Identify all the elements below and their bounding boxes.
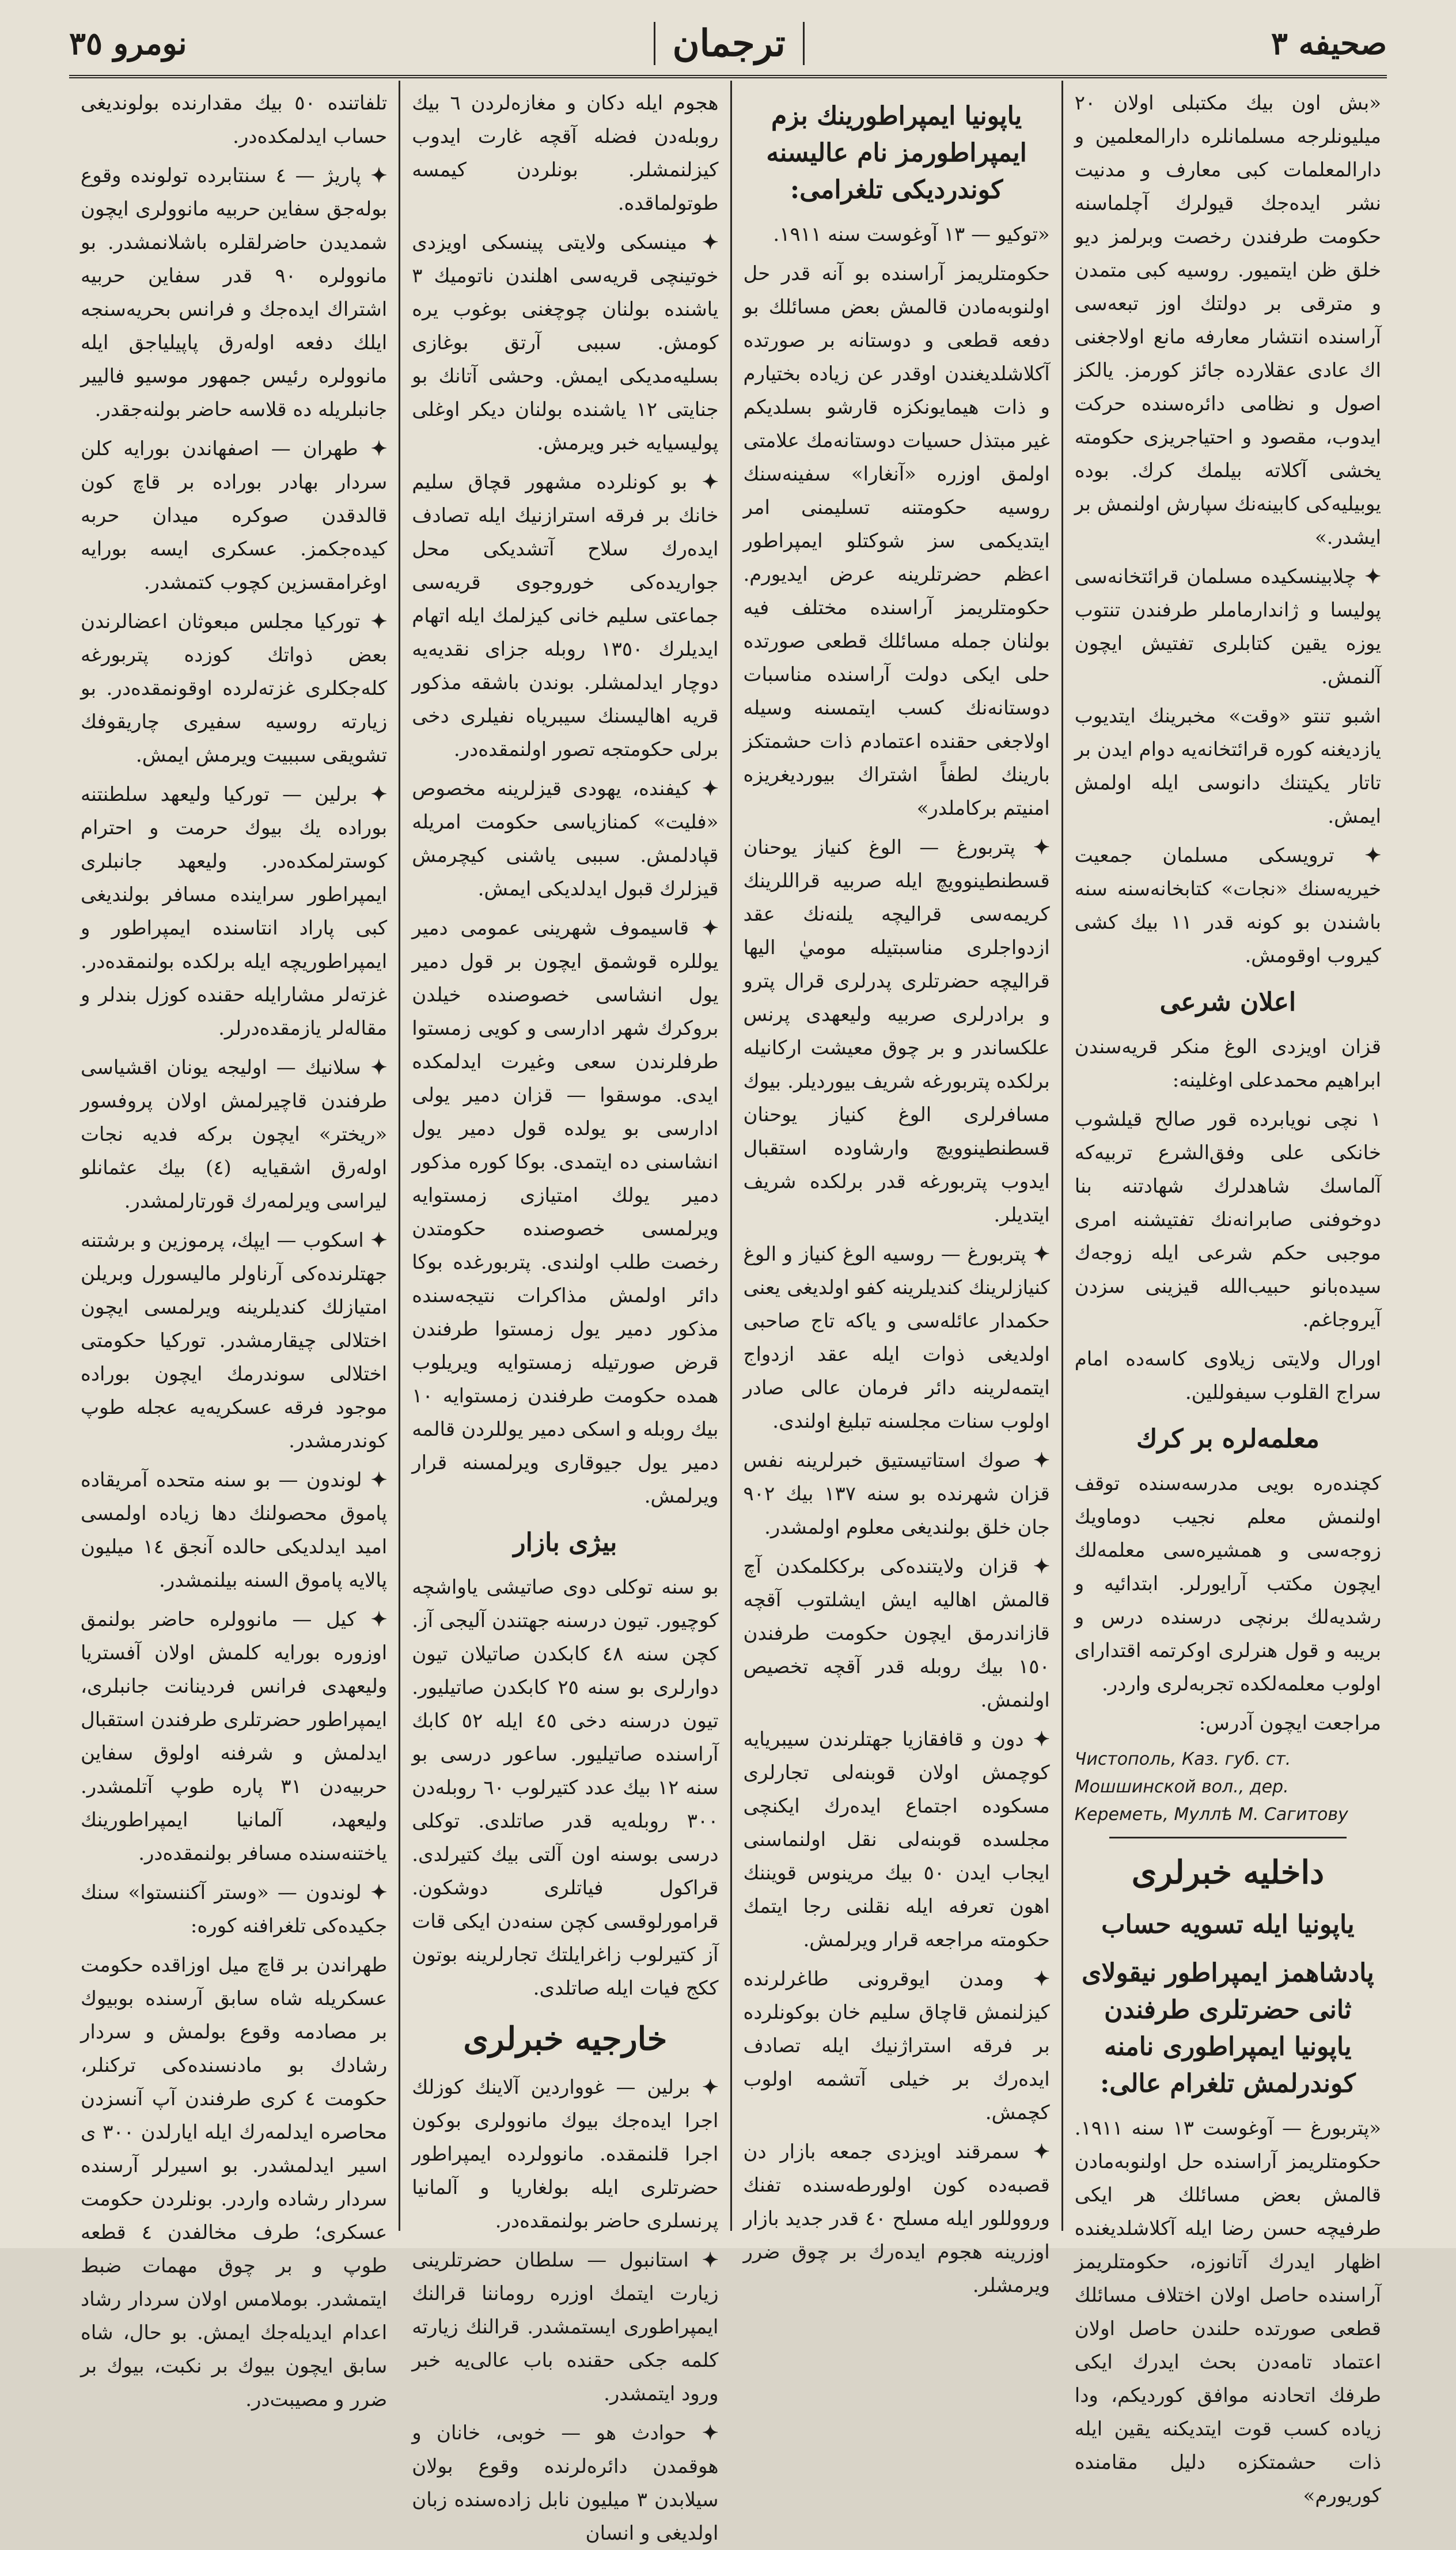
bullet-icon: ✦ bbox=[690, 777, 719, 800]
news-text: اسكوب — ايپك، پرموزين و برشتنه جهتلرنده‌كى آرناولر ماليسورل وبريلن امتيازلك كنديلرينه ويرلمسى ايچون اختلالى چيقارمشدر. توركيا حكومتى اختلالى سوندرمك ايچون بوراده موجود فرقه عسكريه‌يه عجله طوپ كوندرمشدر. bbox=[81, 1229, 388, 1452]
bullet-icon: ✦ bbox=[1003, 1968, 1050, 1991]
announcement-heading: اعلان شرعى bbox=[1159, 988, 1296, 1017]
news-item bbox=[744, 1962, 1050, 2129]
news-text: ترويسكى مسلمان جمعيت خيريه‌سنك «نجات» كتابخانه‌سنه سنه باشندن بو كونه قدر ١١ بيك كشى كيروب اوقومش. bbox=[1074, 844, 1381, 967]
news-item bbox=[412, 2416, 718, 2550]
telegram-text: حكومتلريمز آراسنده بو آنه قدر حل اولنوبه‌مادن قالمش بعض مسائلك بو دفعه قطعى و دوستانه بر صورتده آكلاشلديغندن اوقدر عن زياده بختيارم و ذات هيمايونكزه قارشو بسلديكم غير مبتذل حسيات دوستانه‌مك علامتى اولمق اوزره «آنغارا» سفينه‌سنك روسيه حكومتنه تسليمنى امر ايتديكمى سز شوكتلو ايمپراطور اعظم حضرتلرينه عرض ايديورم. حكومتلريمز آراسنده مختلف فيه بولنان جمله مسائلك قطعى صورتده حلى ايكى دولت آراسنده مناسبات دوستانه‌نك كسب ايتمسنه وسيله اولاجغى حقنده اعتمادم ذات حشمتكز بارينك لطفاً اشتراك بيورديغريزه امنيتم بركاملدر» bbox=[743, 262, 1050, 820]
news-item bbox=[81, 432, 387, 599]
news-item bbox=[744, 831, 1050, 1232]
news-text: سمرقند اويزدى جمعه بازار دن قصبه‌ده كون اولورطه‌سنده تفنك ور‌ووللور ايله مسلح ٤٠ قدر جديد بازار اوزرينه هجوم ايده‌رك بر چوق ضرر ويرمشلر. bbox=[743, 2140, 1050, 2297]
news-text: استانبول — سلطان حضرتلرينى زيارت ايتمك اوزره روماننا قرالنك ايمپراطورى ايستمشدر. قرالنك زيارته كلمه جكى حقنده باب عالى‌يه خبر ورود ايتمشدر. bbox=[412, 2249, 719, 2405]
news-text: صوك استاتيستيق خبرلرينه نفس قزان شهرنده بو سنه ١٣٧ بيك ٩٠٢ جان خلق بولنديغى معلوم اولمشدر. bbox=[743, 1449, 1050, 1539]
news-text: پتربورغ — روسيه الوغ كنياز و الوغ كنيازلرينك كنديلرينه كفو اولديغى يعنى حكمدار عائله‌سى و ياكه تاج صاحبى اولديغى ذوات ايله عقد ازدواج ايتمه‌لرينه دائر فرمان عالى صادر اولوب سنات مجلسنه تبليغ اولندى. bbox=[743, 1243, 1050, 1433]
news-item bbox=[81, 1603, 387, 1870]
news-text: پاريژ — ٤ سنتابرده تولونده وقوع بوله‌جق سفاين حربيه مانوولرى ايچون شمديدن حاضرلقلره باشلانمشدر. بو مانوولره ٩٠ قدر سفاين حربيه اشتراك ايده‌جك و فرانس بحريه‌سنجه ايلك دفعه اوله‌رق پاپيلياجق ايله مانوولره رئيس جمهور موسيو فاليير جانبلريله ده قلاسه حاضر بولنه‌جقدر. bbox=[81, 164, 388, 421]
column-1 bbox=[1063, 81, 1393, 2507]
bullet-icon: ✦ bbox=[1021, 1449, 1050, 1472]
bullet-icon: ✦ bbox=[358, 437, 388, 460]
news-text: حوادث هو — خوبى، خانان و هوقمدن دائره‌لرنده وقوع بولان سيلابدن ٣ ميليون نابل زاده‌سنده زبان اولديغى و انسان bbox=[412, 2422, 719, 2545]
address-text: Чистополь, Каз. губ. ст. Мошшинской вол., дер. Кереметь, Муллѣ М. Сагитову bbox=[1074, 1749, 1348, 1825]
news-text: لوندون — بو سنه متحده آمريقاده پاموق محصولنك دها زياده اولمسى اميد ايدلديكى حالده آنجق ١٤ ميليون پالا‌يه پاموق السنه بيلنمشدر. bbox=[81, 1469, 388, 1592]
bullet-icon: ✦ bbox=[1018, 1555, 1050, 1578]
bullet-icon: ✦ bbox=[1019, 2140, 1050, 2163]
bullet-icon: ✦ bbox=[688, 2249, 719, 2272]
news-text: قزان ولايتنده‌كى برككلمكدن آچ قالمش اهاليه ايش ايشلتوب آقچه قازاندرمق ايچون حكومت طرفندن ١٥٠ بيك روبله قدر آقچه تخصيص اولنمش. bbox=[743, 1555, 1050, 1712]
bullet-icon: ✦ bbox=[361, 1881, 388, 1904]
japan-heading: ياپونيا ايله تسويه حساب bbox=[1101, 1910, 1355, 1939]
issue-number: نومرو ٣٥ bbox=[69, 25, 187, 62]
announcement-text: ١ نچى نويابرده قور صالح قيلشوب خانكى على وفق‌الشرع تربيه‌كه آلماسك شاهدلرك شهادتنه بنا دوخوفنى صابرانه‌نك تفتيشنه امرى موجبى حكم شرعى ايله زوجه‌ك سيده‌بانو حبيب‌الله قيزينى سزدن آيروجاغم. bbox=[1074, 1108, 1381, 1331]
news-item bbox=[81, 778, 387, 1045]
divider bbox=[1109, 1837, 1347, 1838]
bullet-icon: ✦ bbox=[689, 917, 719, 940]
article-paragraph: اشبو تنتو «وقت» مخبرينك ايتديوب يازديغنه كوره قرائتخانه‌يه دوام ايدن بر تاتار يكيتنك دانوسى ايله اولمش ايمش. bbox=[1074, 705, 1381, 828]
news-text: سلانيك — اوليجه يونان اقشياسى طرفندن قاچيرلمش اولان پروفسور «ريختر» ايچون بركه فديه نجات اوله‌رق اشقيايه (٤) بيك عثمانلو ليراسى ويرلمه‌رك قورتارلمشدر. bbox=[81, 1056, 388, 1213]
news-text: برلين — توركيا وليعهد سلطنتنه بوراده يك بيوك حرمت و احترام كوسترلمكده‌در. وليعهد جانبلرى ايمپراطور سراينده مسافر بولنديغى كبى پاراد انتاسنده ايمپراطور و ايمپراطوريچه ايله برلكده بولنمقده‌در. غزته‌لر مشارايله حقنده كوزل بندلر و مقاله‌لر يازمقده‌درلر. bbox=[81, 783, 388, 1040]
news-item bbox=[81, 1051, 387, 1218]
bullet-icon: ✦ bbox=[1356, 565, 1381, 588]
news-text: توركيا مجلس مبعوثان اعضالرندن بعض ذواتك كوزده پتربورغه كله‌جكلرى غزته‌لرده اوقونمقده‌در. بو زيارته روسيه سفيرى چاريقوفك تشويقى سببيت ويرمش ايمش. bbox=[81, 610, 388, 767]
bullet-icon: ✦ bbox=[363, 1229, 388, 1252]
columns bbox=[69, 81, 1393, 2545]
article-paragraph: هجوم ايله دكان و مغازه‌لردن ٦ بيك روبله‌دن فضله آقچه غارت ايدوب كيزلنمشلر. بونلردن كيمسه طوتولماقده. bbox=[412, 92, 719, 215]
dateline: «توكيو — ١٣ آوغوست سنه ١٩١١. bbox=[773, 223, 1050, 246]
teachers-notice: كچنده‌ره بويى مدرسه‌سنده توقف اولنمش معلم نجيب دوماويك زوجه‌سى و همشيره‌سى معلمه‌لك ايچون مكتب آرايورلر. ابتدائيه و رشديه‌لك برنچى درسنده درس و بريبه و قول هنرلرى اوكرتمه اقتداراى اولوب معلمه‌لكده تجربه‌لرى واردر. bbox=[1074, 1472, 1381, 1696]
bullet-icon: ✦ bbox=[361, 1056, 388, 1079]
news-text: لوندون — «وستر آكننستوا» سنك جكيده‌كى تلغرافنه كوره: bbox=[81, 1881, 388, 1938]
news-item bbox=[744, 1238, 1050, 1438]
bullet-icon: ✦ bbox=[687, 231, 719, 254]
announcement-line: قزان اويزدى الوغ منكر قريه‌سندن ابراهيم محمدعلى اوغلينه: bbox=[1074, 1035, 1381, 1092]
news-item bbox=[744, 2135, 1050, 2302]
news-item bbox=[81, 605, 387, 772]
newspaper-title: ترجمان bbox=[654, 22, 805, 65]
teachers-heading: معلمه‌لره بر كرك bbox=[1136, 1424, 1320, 1454]
news-text: كيفنده، يهودى قيزلرينه مخصوص «فليت» كمنازياسى حكومت امريله قپادلمش. سببى ياشنى كيچرمش قيزلرك قبول ايدلديكى ايمش. bbox=[412, 777, 719, 901]
bullet-icon: ✦ bbox=[690, 2076, 719, 2099]
japan-telegram-heading: ياپونيا ايمپراطورينك بزم ايمپراطورمز نام عاليسنه كوندرديكى تلغرامى: bbox=[766, 101, 1027, 205]
news-item bbox=[412, 2243, 718, 2411]
domestic-news-heading: داخليه خبرلرى bbox=[1131, 1853, 1325, 1891]
page-header bbox=[69, 12, 1387, 78]
bullet-icon: ✦ bbox=[1015, 836, 1050, 859]
bazaar-heading: بيژى بازار bbox=[513, 1528, 617, 1557]
news-text: چلابينسكيده مسلمان قرائتخانه‌سى پوليسا و ژاندارماملر طرفندن تنتوب يوزه يقين كتابلرى تفتيش ايچون آلنمش. bbox=[1074, 565, 1381, 688]
news-item bbox=[744, 1723, 1050, 1957]
bullet-icon: ✦ bbox=[362, 1469, 388, 1492]
page-number: صحيفه ٣ bbox=[1271, 25, 1387, 62]
column-4 bbox=[69, 81, 400, 2411]
news-item bbox=[744, 1550, 1050, 1717]
news-item bbox=[81, 159, 387, 426]
news-item bbox=[412, 226, 718, 460]
address-label: مراجعت ايچون آدرس: bbox=[1199, 1712, 1381, 1735]
column-3 bbox=[400, 81, 731, 2545]
article-paragraph: تلفاتنده ٥٠ بيك مقدارنده بولونديغى حساب ايدلمكده‌در. bbox=[81, 92, 388, 148]
news-item bbox=[1075, 839, 1381, 973]
bullet-icon: ✦ bbox=[361, 164, 388, 187]
news-item bbox=[412, 911, 718, 1513]
news-item bbox=[81, 1463, 387, 1597]
news-item bbox=[1075, 560, 1381, 694]
bullet-icon: ✦ bbox=[687, 471, 719, 494]
news-text: بو كونلرده مشهور قچاق سليم خانك بر فرقه استرازنيك ايله تصادف ايده‌رك سلاح آتشديكى محل جواريده‌كى خوروجوى قريه‌سى جماعتى سليم خانى كيزلمك ايله اتهام ايديلرك ١٣٥٠ روبله جزاى نقديه‌يه دوچار ايدلمشلر. بوندن باشقه مذكور قريه اهاليسنك سيبرياه نفيلرى دخى برلى حكومتجه تصور اولنمقده‌در. bbox=[412, 471, 719, 761]
article-paragraph: بو سنه توكلى دوى صاتيشى ياواشچه كوچيور. تيون درسنه جهتندن آليجى آز. كچن سنه ٤٨ كابكدن صاتيلان تيون دوارلرى بو سنه ٢٥ كابكدن صاتيليور. تيون درسنه دخى ٤٥ ايله ٥٢ كابك آراسنده صاتيليور. ساعور درسى بو سنه ١٢ بيك عدد كتيرلوب ٦٠ روبله‌دن ٣٠٠ روبله‌يه قدر صاتلدى. توكلى درسى بوسنه اون آلتى بيك كتيرلدى. قراكول فياتلرى دوشكون. قرامورلوقسى كچن سنه‌دن ايكى قات آز كتيرلوب زاغرايلتك تجارلرينه بوتون ككج فيات ايله صاتلدى. bbox=[412, 1576, 719, 2000]
news-item bbox=[412, 2071, 718, 2238]
article-paragraph: طهراندن بر قاچ ميل اوزاقده حكومت عسكريله شاه سابق آرسنده بوبيوك بر مصادمه وقوع بولمش و سردار رشادك بو مادنسنده‌كى تركنلر، حكومت ٤ كرى طرفندن آپ آنسزدن محاصره ايدلمه‌رك ايله ايارلدن ٣٠٠ ى اسير ايدلمشدر. بو اسيرلر آرسنده سردار رشاده واردر. بونلردن حكومت عسكرى؛ طرف مخالفدن ٤ قطعه طوپ و بر چوق مهمات ضبط ايتمشدر. بوملامس اولان سردار رشاد اعدام ايديله‌جك ايمش. بو حال، شاه سابق ايچون بيوك بر نكبت، بيوك بر ضرر و مصيبت‌در. bbox=[81, 1954, 388, 2411]
foreign-news-heading: خارجيه خبرلرى bbox=[463, 2020, 668, 2058]
telegram-text: «پتربورغ — آوغوست ١٣ سنه ١٩١١. حكومتلريمز آراسنده حل اولنوبه‌مادن قالمش بعض مسائلك هر ايكى طرفيچه حسن رضا ايله آكلاشلديغنده اظهار ايدرك آتانوزه، حكومتلريمز آراسنده حاصل اولان اختلاف مسائلك قطعى صورتده حلندن حاصل اولان اعتماد تامه‌دن بحث ايدرك ايكى طرفك اتحادنه موافق كورديكم، ودا زياده كسب قوت ايتديكنه يقين ايله ذات حشمتكزه دليل مقامنده كوريورم» bbox=[1074, 2117, 1381, 2507]
news-item bbox=[412, 466, 718, 766]
bullet-icon: ✦ bbox=[1026, 1243, 1050, 1266]
news-text: پتربورغ — الوغ كنياز يوحنان قسطنطينوويچ ايله صربيه قراللرينك كريمه‌سى قراليچه يلنه‌نك عقد ازدواجلرى مناسبتيله موميٰ اليها قراليچه حضرتلرى پدرلرى قرال پترو و برادرلرى صربيه وليعهدى پرنس علكساندر و بر چوق معيشت ارکانيله برلكده پتربورغه شريف بيورديلر. بيوك مسافرلرى الوغ كنياز يوحنان قسطنطينوويچ وارشاوده استقبال ايدوب پتربورغه قدر برلكده شريف ايتديلر. bbox=[743, 836, 1050, 1227]
article-paragraph: «بش اون بيك مكتبلى اولان ٢٠ ميليونلرجه مسلمانلره دارالمعلمين و دارالمعلمات كبى معارف و مدنيت نشر ايده‌جك قيولرك آچلماسنه حكومت طرفندن رخصت وبرلمز ديو خلق ظن ايتميور. روسيه كبى متمدن و مترقى بر دولتك اوز تبعه‌سى آراسنده انتشار معارفه مانع اولاجغنى اك عادى عقلارده جائز كورمز. يالكز اصول و نظامى دائره‌سنده حركت ايدوب، مقصود و احتياجريزى حكومته يخشى آكلاته بيلمك كرك. بوده يوبيليه‌كى كابينه‌نك سپارش اولنمش بر ايشدر.» bbox=[1074, 92, 1381, 549]
bullet-icon: ✦ bbox=[357, 783, 388, 806]
news-item bbox=[412, 772, 718, 906]
news-item bbox=[81, 1876, 387, 1943]
news-text: ومدن ايوقرونى طاغرلرنده كيزلنمش قاچاق سليم خان بوكونلرده بر فرقه استراژنيك ايله تصادف ايده‌رك بر خيلى آتشمه اولوب كچمش. bbox=[743, 1968, 1050, 2124]
news-text: قاسيموف شهرينى عمومى دمير يوللره قوشمق ايچون بر قول دمير يول انشاسى خصوصنده خيلدن بروكرك شهر ادارسى و كويى زمستوا طرفلرندن سعى وغيرت ايدلمكده ايدى. موسقوا — قزان دمير يولى ادارسى بو يولده قول دمير يول انشاسنى ده ايتمدى. بوكا كوره مذكور دمير يولك امتيازى زمستوايه ويرلمسى خصوصنده حكومتدن رخصت طلب اولندى. پتربورغده بوكا دائر اولمش مذاكرات نتيجه‌سنده مذكور دمير يول زمستوا طرفندن قرض صورتيله زمستوايه ويريلوب همده حكومت طرفندن زمستوايه ١٠ بيك روبله و اسكى دمير يوللردن قالمه دمير يول جيوقارى ويرلمسنه قرار ويرلمش. bbox=[412, 917, 719, 1508]
news-item bbox=[744, 1444, 1050, 1544]
sovereign-telegram-heading: پادشاهمز ايمپراطور نيقولاى ثانى حضرتلرى طرفندن ياپونيا ايمپراطورى نامنه كوندرلمش تلغرام عالى: bbox=[1081, 1958, 1374, 2098]
bullet-icon: ✦ bbox=[356, 1608, 388, 1631]
column-2 bbox=[732, 81, 1063, 2297]
bullet-icon: ✦ bbox=[1334, 844, 1382, 867]
bullet-icon: ✦ bbox=[1023, 1728, 1050, 1751]
bullet-icon: ✦ bbox=[360, 610, 388, 633]
news-text: طهران — اصفهاندن بورايه كلن سردار بهادر بوراده بر قاچ كون قالدقدن صوكره ميدان حربه كيده‌جكمز. عسكرى ايسه بورايه اوغرامقسزين كچوب كتمشدر. bbox=[81, 437, 388, 594]
news-text: مينسكى ولايتى پينسكى اويزدى خوتينچى قريه‌سى اهلندن ناتوميك ٣ ياشنده بولنان چوچغنى بوغوب يره كومش. سببى آرتق بوغازى بسليه‌مديكى ايمش. وحشى آتانك بو جنايتى ١٢ ياشنده بولنان ديكر اوغلى پوليسيايه خبر ويرمش. bbox=[412, 231, 719, 455]
announcement-signature: اورال ولايتى زيلاوى كاسه‌ده امام سراج القلوب سيفوللين. bbox=[1074, 1348, 1381, 1404]
news-item bbox=[81, 1224, 387, 1458]
news-text: كيل — مانوولره حاضر بولنمق اوزوره بورايه كلمش اولان آفستريا وليعهدى فرانس فردينانت جانبلرى، ايمپراطور حضرتلرى طرفندن استقبال ايدلمش و شرفنه اولوق سفاين حربيه‌دن ٣١ پاره طوپ آتلمشدر. وليعهد، آلمانيا ايمپراطورينك ياختنه‌سنده مسافر بولنمقده‌در. bbox=[81, 1608, 388, 1865]
news-text: برلين — غوواردين آلاينك كوزلك اجرا ايده‌جك بيوك مانوولرى بوكون اجرا قلنمقده. مانوولرده ايمپراطور حضرتلرى ايله بولغاريا و آلمانيا پرنسلرى حاضر بولنمقده‌در. bbox=[412, 2076, 719, 2233]
news-text: دون و قافقازيا جهتلرندن سيبريايه كوچمش اولان قوبنه‌لى تجارلرى مسكوده اجتماع ايده‌رك ايكنچى مجلسده قوبنه‌لى نقل اولنماسنى ايجاب ايدن ٥٠ بيك مرينوس قويننك اهون تعرفه ايله نقلنى رجا ايتمك حكومته مراجعه قرار ويرلمش. bbox=[743, 1728, 1050, 1951]
bullet-icon: ✦ bbox=[686, 2422, 719, 2445]
